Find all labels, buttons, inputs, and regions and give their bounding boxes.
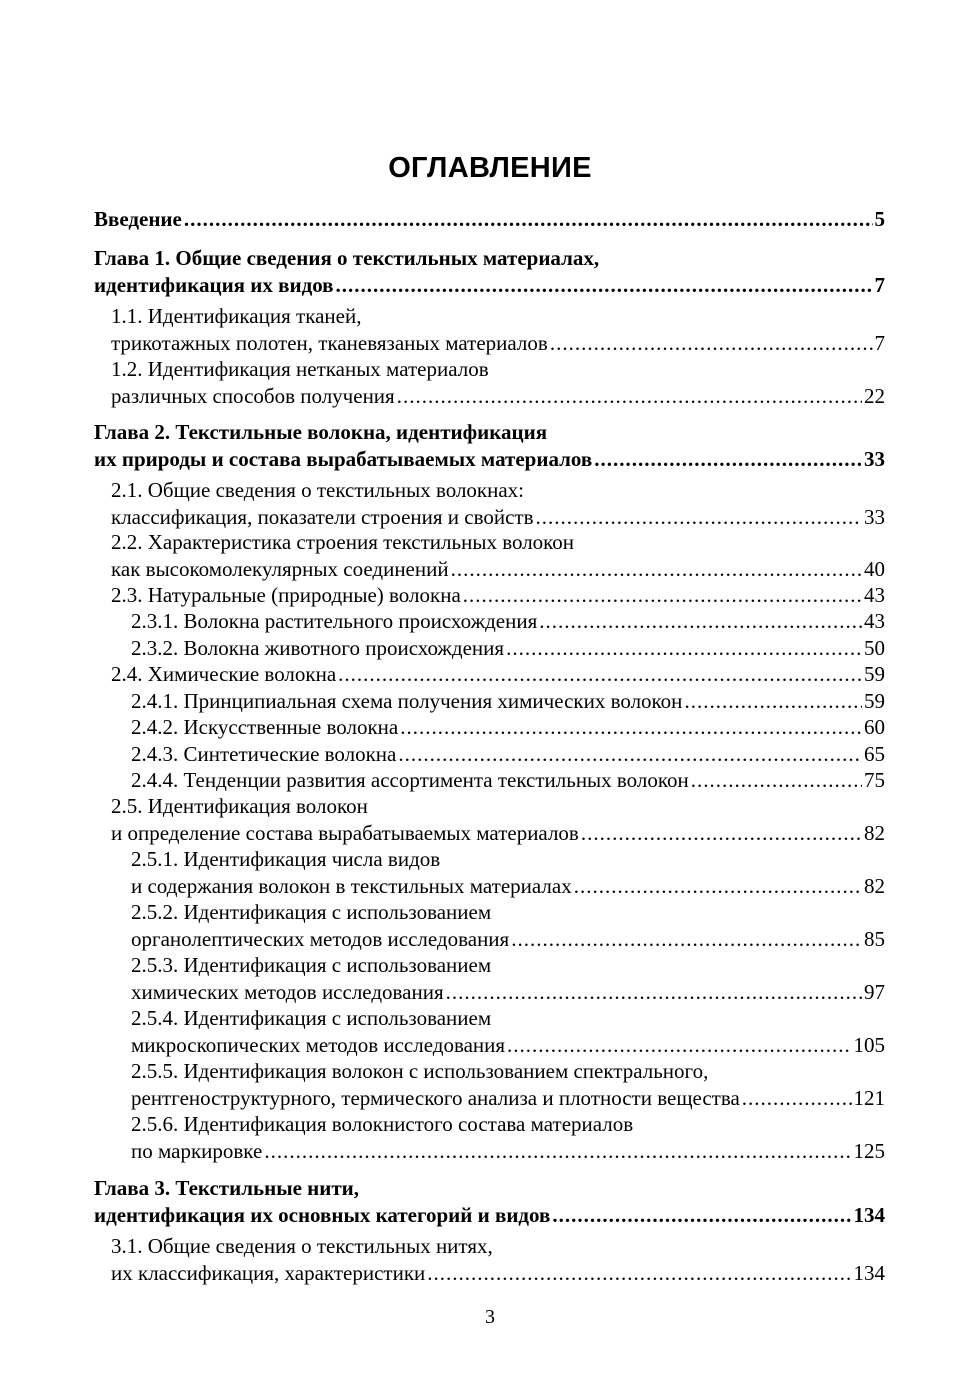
toc-page-number: 105	[853, 1032, 885, 1057]
dot-leader	[552, 1202, 851, 1229]
dot-leader	[742, 1085, 852, 1112]
toc-entry-2-4-4[interactable]	[94, 767, 885, 794]
toc-entry-title-cont: и содержания волокон в текстильных материалах	[131, 873, 572, 898]
toc-entry-1-1[interactable]	[94, 303, 885, 356]
toc-entry-2-5-2[interactable]	[94, 899, 885, 952]
toc-entry-chapter-3[interactable]	[94, 1175, 885, 1228]
toc-entry-title-cont: различных способов получения	[111, 383, 395, 408]
dot-leader	[536, 504, 862, 531]
toc-entry-title: 2.5.3. Идентификация с использованием	[131, 953, 492, 977]
toc-entry-title: Глава 3. Текстильные нити,	[94, 1176, 360, 1200]
toc-page-number: 7	[874, 272, 885, 297]
toc-entry-2-4-1[interactable]	[94, 688, 885, 715]
toc-entry-title: Глава 1. Общие сведения о текстильных материалах,	[94, 246, 600, 270]
dot-leader	[463, 582, 862, 609]
dot-leader	[550, 330, 873, 357]
toc-page-number: 82	[864, 820, 885, 845]
toc-entry-title: 2.1. Общие сведения о текстильных волокнах:	[111, 478, 525, 502]
toc-entry-title: 2.3.1. Волокна растительного происхождения	[131, 609, 538, 633]
toc-page-number: 60	[864, 715, 885, 739]
dot-leader	[684, 688, 862, 715]
dot-leader	[264, 1138, 851, 1165]
toc-entry-title: 1.2. Идентификация нетканых материалов	[111, 357, 489, 381]
toc-entry-title: 2.2. Характеристика строения текстильных волокон	[111, 530, 575, 554]
toc-entry-2-5-6[interactable]	[94, 1111, 885, 1164]
toc-page-number: 5	[874, 207, 885, 231]
page-title: ОГЛАВЛЕНИЕ	[388, 152, 592, 184]
toc-entry-title: 2.4. Химические волокна	[111, 662, 337, 686]
toc-page-number: 7	[874, 330, 885, 355]
toc-page-number: 134	[853, 1202, 885, 1227]
dot-leader	[539, 608, 862, 635]
toc-entry-2-5[interactable]	[94, 793, 885, 846]
toc-entry-introduction[interactable]	[94, 206, 885, 233]
toc-entry-2-3[interactable]	[94, 582, 885, 609]
toc-entry-2-4[interactable]	[94, 661, 885, 688]
toc-page-number: 125	[853, 1138, 885, 1163]
toc-entry-title: 2.5.6. Идентификация волокнистого состава материалов	[131, 1112, 634, 1136]
toc-entry-title: 2.4.4. Тенденции развития ассортимента текстильных волокон	[131, 768, 689, 792]
toc-entry-2-4-3[interactable]	[94, 741, 885, 768]
toc-entry-title-cont: идентификация их основных категорий и видов	[94, 1202, 551, 1227]
toc-entry-title: 2.3.2. Волокна животного происхождения	[131, 636, 505, 660]
toc-entry-2-5-1[interactable]	[94, 846, 885, 899]
toc-entry-title: Введение	[94, 207, 182, 231]
dot-leader	[581, 820, 862, 847]
toc-entry-title: 2.4.2. Искусственные волокна	[131, 715, 399, 739]
toc-entry-2-5-3[interactable]	[94, 952, 885, 1005]
toc-entry-2-4-2[interactable]	[94, 714, 885, 741]
toc-page-number: 22	[864, 383, 885, 408]
toc-entry-title: 2.3. Натуральные (природные) волокна	[111, 583, 461, 607]
dot-leader	[446, 979, 862, 1006]
dot-leader	[507, 1032, 851, 1059]
dot-leader	[400, 714, 862, 741]
dot-leader	[397, 383, 862, 410]
toc-page-number: 121	[853, 1085, 885, 1110]
toc-entry-2-5-5[interactable]	[94, 1058, 885, 1111]
dot-leader	[594, 446, 862, 473]
toc-entry-title-cont: идентификация их видов	[94, 272, 334, 297]
toc-entry-title-cont: трикотажных полотен, тканевязаных материалов	[111, 330, 548, 355]
toc-entry-title: 2.5.4. Идентификация с использованием	[131, 1006, 492, 1030]
toc-entry-2-3-1[interactable]	[94, 608, 885, 635]
toc-page-number: 50	[864, 636, 885, 660]
toc-entry-title-cont: их природы и состава вырабатываемых материалов	[94, 446, 593, 471]
toc-page-number: 65	[864, 742, 885, 766]
toc-page-number: 134	[853, 1260, 885, 1285]
toc-entry-title-cont: органолептических методов исследования	[131, 926, 510, 951]
toc-page-number: 82	[864, 873, 885, 898]
toc-page-number: 33	[864, 446, 885, 471]
toc-entry-title-cont: по маркировке	[131, 1138, 263, 1163]
toc-entry-title: 2.5.1. Идентификация числа видов	[131, 847, 441, 871]
toc-entry-title-cont: классификация, показатели строения и свойств	[111, 504, 534, 529]
dot-leader	[506, 635, 862, 662]
toc-entry-title: 2.5.5. Идентификация волокон с использованием спектрального,	[131, 1059, 709, 1083]
toc-entry-3-1[interactable]	[94, 1233, 885, 1286]
dot-leader	[691, 767, 862, 794]
toc-entry-title: 2.4.3. Синтетические волокна	[131, 742, 397, 766]
toc-page-number: 59	[864, 689, 885, 713]
toc-page-number: 43	[864, 609, 885, 633]
toc-page-number: 97	[864, 979, 885, 1004]
dot-leader	[398, 741, 862, 768]
dot-leader	[574, 873, 862, 900]
toc-entry-1-2[interactable]	[94, 356, 885, 409]
toc-entry-title-cont: как высокомолекулярных соединений	[111, 556, 449, 581]
toc-entry-title-cont: химических методов исследования	[131, 979, 444, 1004]
toc-entry-title-cont: микроскопических методов исследования	[131, 1032, 506, 1057]
toc-entry-chapter-1[interactable]	[94, 245, 885, 298]
toc-page-number: 75	[864, 768, 885, 792]
toc-entry-title: 3.1. Общие сведения о текстильных нитях,	[111, 1234, 493, 1258]
toc-entry-2-1[interactable]	[94, 477, 885, 530]
dot-leader	[336, 272, 873, 299]
toc-entry-title: 1.1. Идентификация тканей,	[111, 304, 362, 328]
dot-leader	[427, 1260, 851, 1287]
toc-entry-title: 2.5. Идентификация волокон	[111, 794, 368, 818]
toc-page-number: 43	[864, 583, 885, 607]
toc-page-number: 33	[864, 504, 885, 529]
toc-page-number: 59	[864, 662, 885, 686]
toc-entry-title-cont: рентгеноструктурного, термического анализа и плотности вещества	[131, 1085, 740, 1110]
toc-entry-title: Глава 2. Текстильные волокна, идентификация	[94, 420, 548, 444]
toc-entry-title-cont: и определение состава вырабатываемых материалов	[111, 820, 579, 845]
toc-page-number: 85	[864, 926, 885, 951]
dot-leader	[184, 206, 873, 233]
toc-entry-2-3-2[interactable]	[94, 635, 885, 662]
toc-entry-2-5-4[interactable]	[94, 1005, 885, 1058]
page-number: 3	[485, 1306, 495, 1328]
toc-entry-title: 2.5.2. Идентификация с использованием	[131, 900, 492, 924]
toc-entry-chapter-2[interactable]	[94, 419, 885, 472]
toc-page-number: 40	[864, 556, 885, 581]
toc-entry-title-cont: их классификация, характеристики	[111, 1260, 426, 1285]
dot-leader	[511, 926, 862, 953]
toc-entry-2-2[interactable]	[94, 529, 885, 582]
dot-leader	[338, 661, 862, 688]
toc-entry-title: 2.4.1. Принципиальная схема получения химических волокон	[131, 689, 683, 713]
dot-leader	[451, 556, 862, 583]
